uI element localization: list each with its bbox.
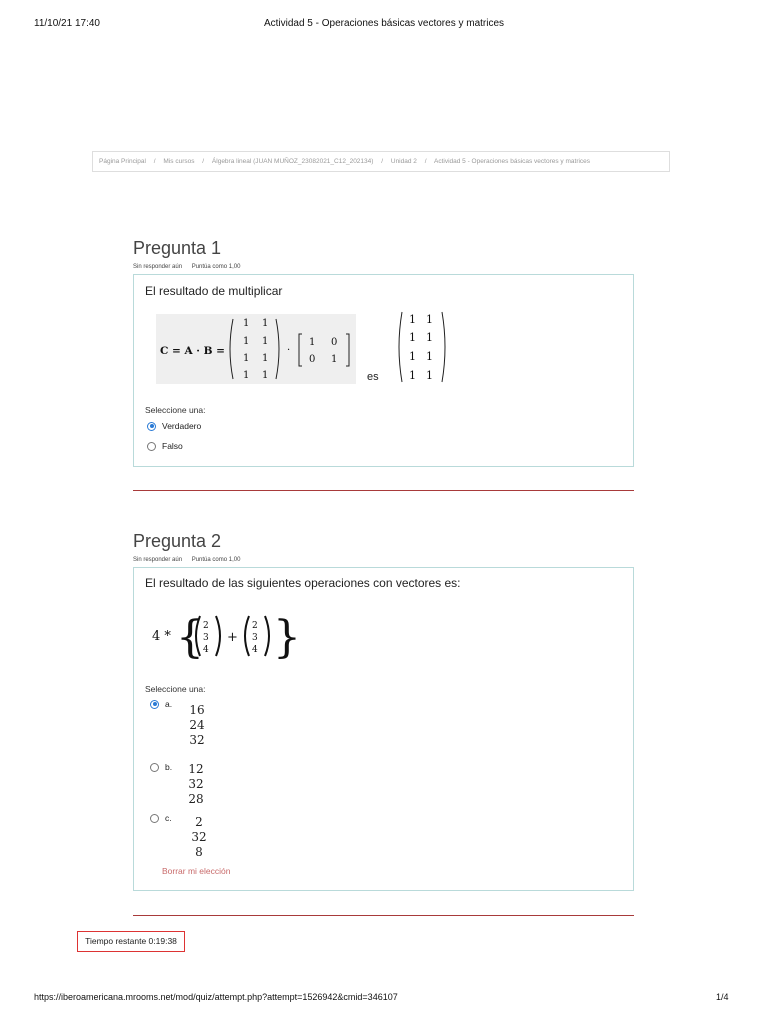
vector-value: 32 — [189, 733, 205, 747]
result-cell: 1 — [426, 331, 433, 344]
matrix-a-cell: 1 — [262, 353, 269, 364]
vector-value: 16 — [189, 703, 205, 717]
breadcrumb-activity[interactable]: Actividad 5 - Operaciones básicas vectores y matrices — [433, 158, 591, 165]
breadcrumb-sep: / — [153, 158, 156, 165]
bracket-left — [230, 319, 233, 379]
matrix-a-cell: 1 — [262, 336, 269, 347]
vector-1-cell: 3 — [203, 633, 209, 643]
vector-1-cell: 4 — [203, 645, 209, 655]
vector-value: 24 — [189, 718, 205, 732]
result-cell: 1 — [409, 350, 416, 363]
paren-right — [265, 616, 269, 656]
question-1-text: El resultado de multiplicar — [145, 284, 283, 298]
print-title: Actividad 5 - Operaciones básicas vectores y matrices — [263, 18, 505, 29]
matrix-a-cell: 1 — [243, 370, 250, 381]
question-2-meta — [133, 557, 248, 563]
radio-selected-icon[interactable] — [150, 700, 159, 709]
result-cell: 1 — [409, 313, 416, 326]
vector-2-cell: 2 — [252, 621, 258, 631]
paren-left — [245, 616, 249, 656]
option-letter: b. — [165, 762, 173, 772]
option-a-vector — [184, 703, 210, 748]
clear-choice-link[interactable]: Borrar mi elección — [162, 866, 231, 876]
print-url: https://iberoamericana.mrooms.net/mod/quiz/attempt.php?attempt=1526942&cmid=346107 — [34, 992, 398, 1002]
option-letter: a. — [165, 699, 173, 709]
breadcrumb-sep: / — [381, 158, 384, 165]
option-c-vector — [186, 815, 212, 860]
matrix-b-cell: 0 — [309, 354, 316, 365]
option-label: Verdadero — [162, 421, 202, 431]
separator — [133, 915, 634, 916]
matrix-a-cell: 1 — [243, 318, 250, 329]
matrix-a-cell: 1 — [243, 353, 250, 364]
question-1-title: Pregunta 1 — [133, 238, 222, 258]
option-b[interactable] — [150, 762, 172, 772]
matrix-a-cell: 1 — [262, 370, 269, 381]
plus-sign: + — [227, 630, 238, 645]
option-label: Falso — [162, 441, 183, 451]
breadcrumb-home[interactable]: Página Principal — [99, 158, 146, 165]
vector-value: 28 — [188, 792, 204, 806]
select-label: Seleccione una: — [145, 684, 206, 694]
bracket-right — [276, 319, 279, 379]
question-status: Sin responder aún — [133, 264, 183, 270]
breadcrumb-course[interactable]: Álgebra lineal (JUAN MUÑOZ_23082021_C12_202134) — [211, 158, 374, 165]
bracket-left — [299, 334, 302, 366]
option-b-vector — [183, 762, 209, 807]
question-2-text: El resultado de las siguientes operaciones con vectores es: — [145, 576, 461, 590]
question-points: Puntúa como 1,00 — [191, 264, 241, 270]
vector-2-cell: 4 — [252, 645, 258, 655]
matrix-b-cell: 1 — [309, 337, 316, 348]
matrix-b-cell: 0 — [331, 337, 338, 348]
breadcrumb-sep: / — [202, 158, 205, 165]
brace-right: } — [273, 612, 300, 662]
question-points: Puntúa como 1,00 — [191, 557, 241, 563]
vector-formula-svg — [150, 610, 300, 662]
result-cell: 1 — [426, 313, 433, 326]
result-cell: 1 — [426, 369, 433, 382]
radio-selected-icon[interactable] — [147, 422, 156, 431]
breadcrumb-unit[interactable]: Unidad 2 — [390, 158, 417, 165]
breadcrumb-my-courses[interactable]: Mis cursos — [163, 158, 195, 165]
result-cell: 1 — [409, 331, 416, 344]
result-matrix-svg — [396, 309, 448, 385]
matrix-a-cell: 1 — [243, 336, 250, 347]
bracket-left — [399, 312, 402, 382]
option-verdadero[interactable] — [147, 421, 201, 431]
option-letter: c. — [165, 813, 172, 823]
select-label: Seleccione una: — [145, 405, 206, 415]
radio-icon[interactable] — [147, 442, 156, 451]
question-1-meta — [133, 264, 248, 270]
matrix-a-cell: 1 — [262, 318, 269, 329]
bracket-right — [346, 334, 349, 366]
page-number: 1/4 — [716, 992, 729, 1002]
option-a[interactable] — [150, 699, 172, 709]
vector-1-cell: 2 — [203, 621, 209, 631]
vector-value: 2 — [195, 815, 203, 829]
time-remaining: Tiempo restante 0:19:38 — [77, 931, 185, 952]
radio-icon[interactable] — [150, 814, 159, 823]
matrix-product-formula — [156, 314, 356, 384]
breadcrumb — [92, 151, 670, 172]
vector-formula — [150, 610, 300, 662]
question-status: Sin responder aún — [133, 557, 183, 563]
option-falso[interactable] — [147, 441, 183, 451]
breadcrumb-sep: / — [424, 158, 427, 165]
dot-operator: · — [287, 345, 291, 356]
result-cell: 1 — [426, 350, 433, 363]
option-c[interactable] — [150, 813, 172, 823]
formula-lhs: C = A · B = — [160, 345, 225, 357]
brace-left: { — [176, 612, 204, 662]
matrix-b-cell: 1 — [331, 354, 338, 365]
print-datetime: 11/10/21 17:40 — [34, 18, 100, 29]
vector-2-cell: 3 — [252, 633, 258, 643]
vector-value: 8 — [195, 845, 203, 859]
scalar-label: 4 * — [152, 629, 171, 644]
formula-image — [156, 314, 356, 384]
result-cell: 1 — [409, 369, 416, 382]
vector-value: 12 — [188, 762, 204, 776]
result-matrix — [396, 309, 448, 385]
separator — [133, 490, 634, 491]
question-2-title: Pregunta 2 — [133, 531, 222, 551]
bracket-right — [442, 312, 445, 382]
vector-value: 32 — [191, 830, 207, 844]
paren-right — [216, 616, 220, 656]
es-label: es — [367, 371, 379, 383]
vector-value: 32 — [188, 777, 204, 791]
radio-icon[interactable] — [150, 763, 159, 772]
